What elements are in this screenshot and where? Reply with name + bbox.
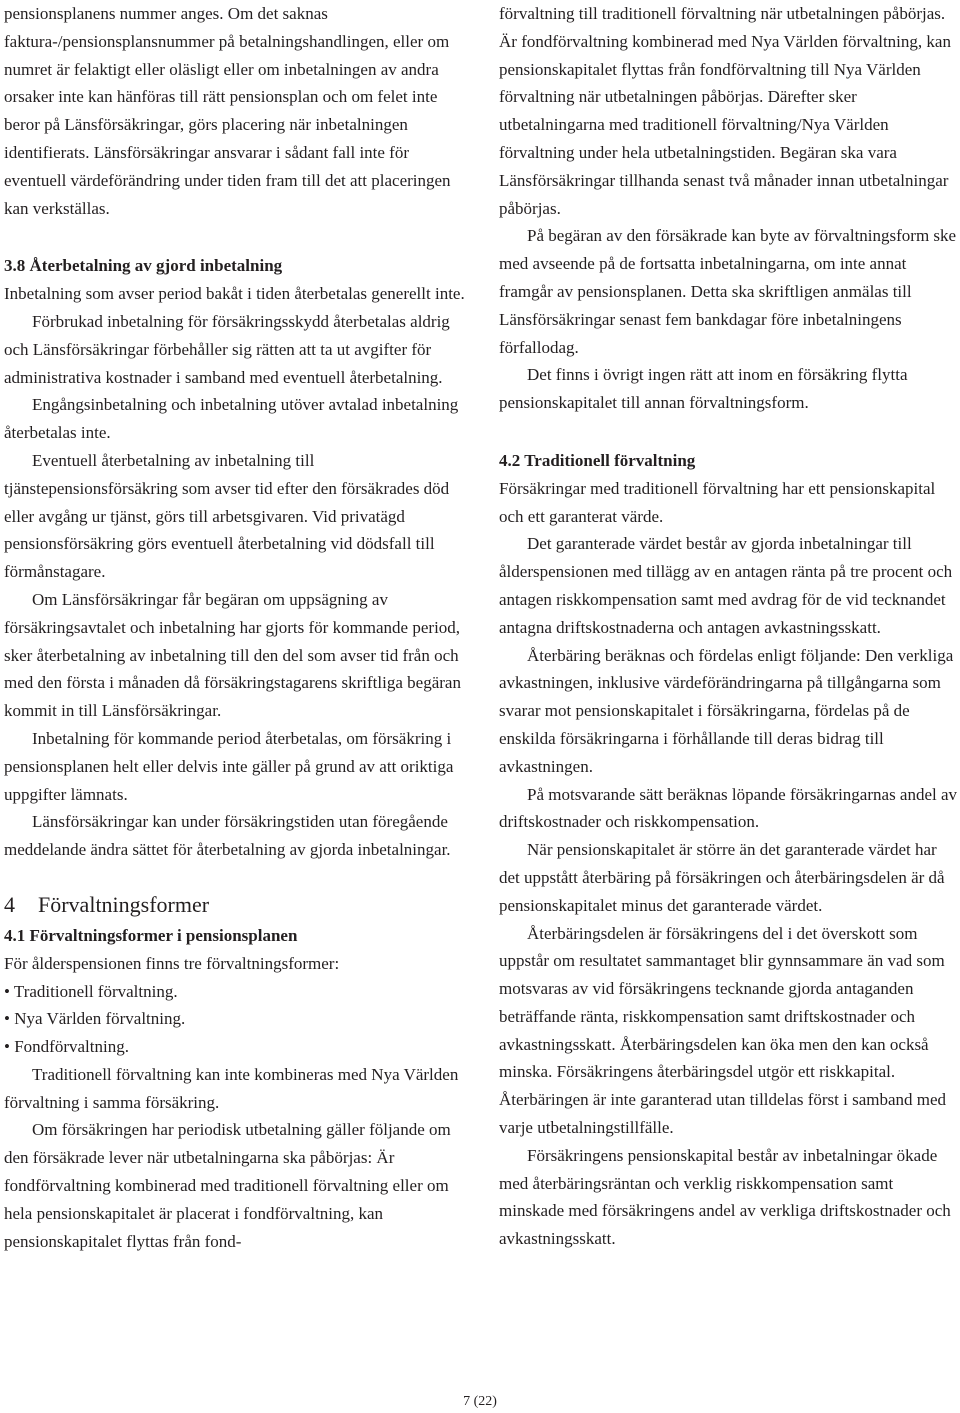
paragraph: förvaltning till traditionell förvaltning när utbetalningen påbörjas. Är fondförvaltning kombinerad med Nya Världen förvaltning, kan pensionskapitalet flyttas från fondförvaltning till Nya Världen förvaltning när utbetalningen påbörjas. Därefter sker utbetalningarna med traditionell förvaltning/Nya Världen förvaltning under hela utbetalningstiden. Begäran ska vara Länsförsäkringar tillhanda senast två månader innan utbetalningar påbörjas. [499, 4, 951, 218]
list-item: • Traditionell förvaltning. [4, 978, 466, 1006]
paragraph: Återbäringsdelen är försäkringens del i det överskott som uppstår om resultatet sammantaget blir gynnsammare än vad som motsvaras av vid försäkringens tecknande gjorda antaganden beträffande ränta, riskkompensation samt driftskostnader och avkastningsskatt. Återbäringsdelen kan öka men den kan också minska. Försäkringens återbäringsdel utgör ett riskkapital. Återbäringen är inte garanterad utan tilldelas först i samband med varje utbetalningstillfälle. [499, 923, 947, 1138]
paragraph: Länsförsäkringar kan under försäkringstiden utan föregående meddelande ändra sättet för återbetalning av gjorda inbetalningar. [4, 812, 451, 860]
list-item: • Nya Världen förvaltning. [4, 1005, 466, 1033]
paragraph: Försäkringens pensionskapital består av inbetalningar ökade med återbäringsräntan och verklig riskkompensation samt minskade med försäkringens andel av verkliga driftskostnader och avkastningsskatt. [499, 1145, 951, 1249]
page-number: 7 (22) [463, 1394, 497, 1409]
paragraph: Återbäring beräknas och fördelas enligt följande: Den verkliga avkastningen, inklusive värdeförändringarna på tillgångarna som svarar mot pensionskapitalet i försäkringarna, fördelas på de enskilda försäkringarna i förhållande till deras bidrag till avkastningen. [499, 645, 954, 776]
paragraph: Förbrukad inbetalning för försäkringsskydd återbetalas aldrig och Länsförsäkringar förbehåller sig rätten att ta ut avgifter för administrativa kostnader i samband med eventuell återbetalning. [4, 311, 450, 387]
paragraph-payment-identification: pensionsplanens nummer anges. Om det saknas faktura-/pensionsplansnummer på betalningshandlingen, eller om numret är felaktigt eller oläsligt eller om inbetalningen av andra orsaker inte kan hänföras till rätt pensionsplan och om felet inte beror på Länsförsäkringar, görs placering när inbetalningen identifierats. Länsförsäkringar ansvarar i sådant fall inte för eventuell värdeförändring under tiden fram till det att placeringen kan verkställas. [4, 4, 451, 218]
heading-4-1: 4.1 Förvaltningsformer i pensionsplanen [4, 925, 298, 945]
paragraph: Eventuell återbetalning av inbetalning till tjänstepensionsförsäkring som avser tid efter den försäkrades död eller avgång ur tjänst, görs till arbetsgivaren. Vid privatägd pensionsförsäkring görs eventuell återbetalning vid dödsfall till förmånstagare. [4, 450, 450, 582]
paragraph: Försäkringar med traditionell förvaltning har ett pensionskapital och ett garanterat värde. [499, 478, 936, 526]
left-column [4, 0, 466, 1255]
paragraph: Om Länsförsäkringar får begäran om uppsägning av försäkringsavtalet och inbetalning har gjorts för kommande period, sker återbetalning av inbetalning till den del som avser tid från och med den första i månaden då försäkringstagarens skriftliga begäran kommit in till Länsförsäkringar. [4, 589, 461, 721]
heading-4-2: 4.2 Traditionell förvaltning [499, 450, 696, 470]
paragraph: Engångsinbetalning och inbetalning utöver avtalad inbetalning återbetalas inte. [4, 395, 459, 443]
heading-4-number: 4 [4, 891, 15, 917]
paragraph: När pensionskapitalet är större än det garanterade värdet har det uppstått återbäring på försäkringen och återbäringsdelen är då pensionskapitalet minus det garanterade värdet. [499, 840, 945, 915]
heading-4-title: Förvaltningsformer [38, 891, 210, 917]
paragraph: På begäran av den försäkrade kan byte av förvaltningsform ske med avseende på de fortsatta inbetalningarna, om inte annat framgår av pensionsplanen. Detta ska skriftligen anmälas till Länsförsäkringar senast fem bankdagar före inbetalningens förfallodag. [499, 226, 957, 357]
heading-4 [4, 890, 466, 920]
paragraph: På motsvarande sätt beräknas löpande försäkringarnas andel av driftskostnader och riskkompensation. [499, 784, 958, 832]
list-item: • Fondförvaltning. [4, 1033, 466, 1061]
paragraph: Det finns i övrigt ingen rätt att inom en försäkring flytta pensionskapitalet till annan förvaltningsform. [499, 365, 908, 413]
right-column [499, 0, 960, 1253]
paragraph: För ålderspensionen finns tre förvaltningsformer: [4, 953, 340, 973]
paragraph: Inbetalning för kommande period återbetalas, om försäkring i pensionsplanen helt eller delvis inte gäller på grund av att oriktiga uppgifter lämnats. [4, 728, 454, 804]
paragraph: Om försäkringen har periodisk utbetalning gäller följande om den försäkrade lever när utbetalningarna ska påbörjas: Är fondförvaltning kombinerad med traditionell förvaltning eller om hela pensionskapitalet är placerat i fondförvaltning, kan pensionskapitalet flyttas från fond- [4, 1120, 451, 1251]
paragraph: Det garanterade värdet består av gjorda inbetalningar till ålderspensionen med tillägg av en antagen ränta på tre procent och antagen riskkompensation samt med avdrag för de vid tecknandet antagna driftskostnaderna och antagen avkastningsskatt. [499, 534, 953, 637]
heading-3-8: 3.8 Återbetalning av gjord inbetalning [4, 256, 283, 276]
paragraph: Traditionell förvaltning kan inte kombineras med Nya Världen förvaltning i samma försäkring. [4, 1064, 459, 1112]
paragraph: Inbetalning som avser period bakåt i tiden återbetalas generellt inte. [4, 284, 465, 304]
